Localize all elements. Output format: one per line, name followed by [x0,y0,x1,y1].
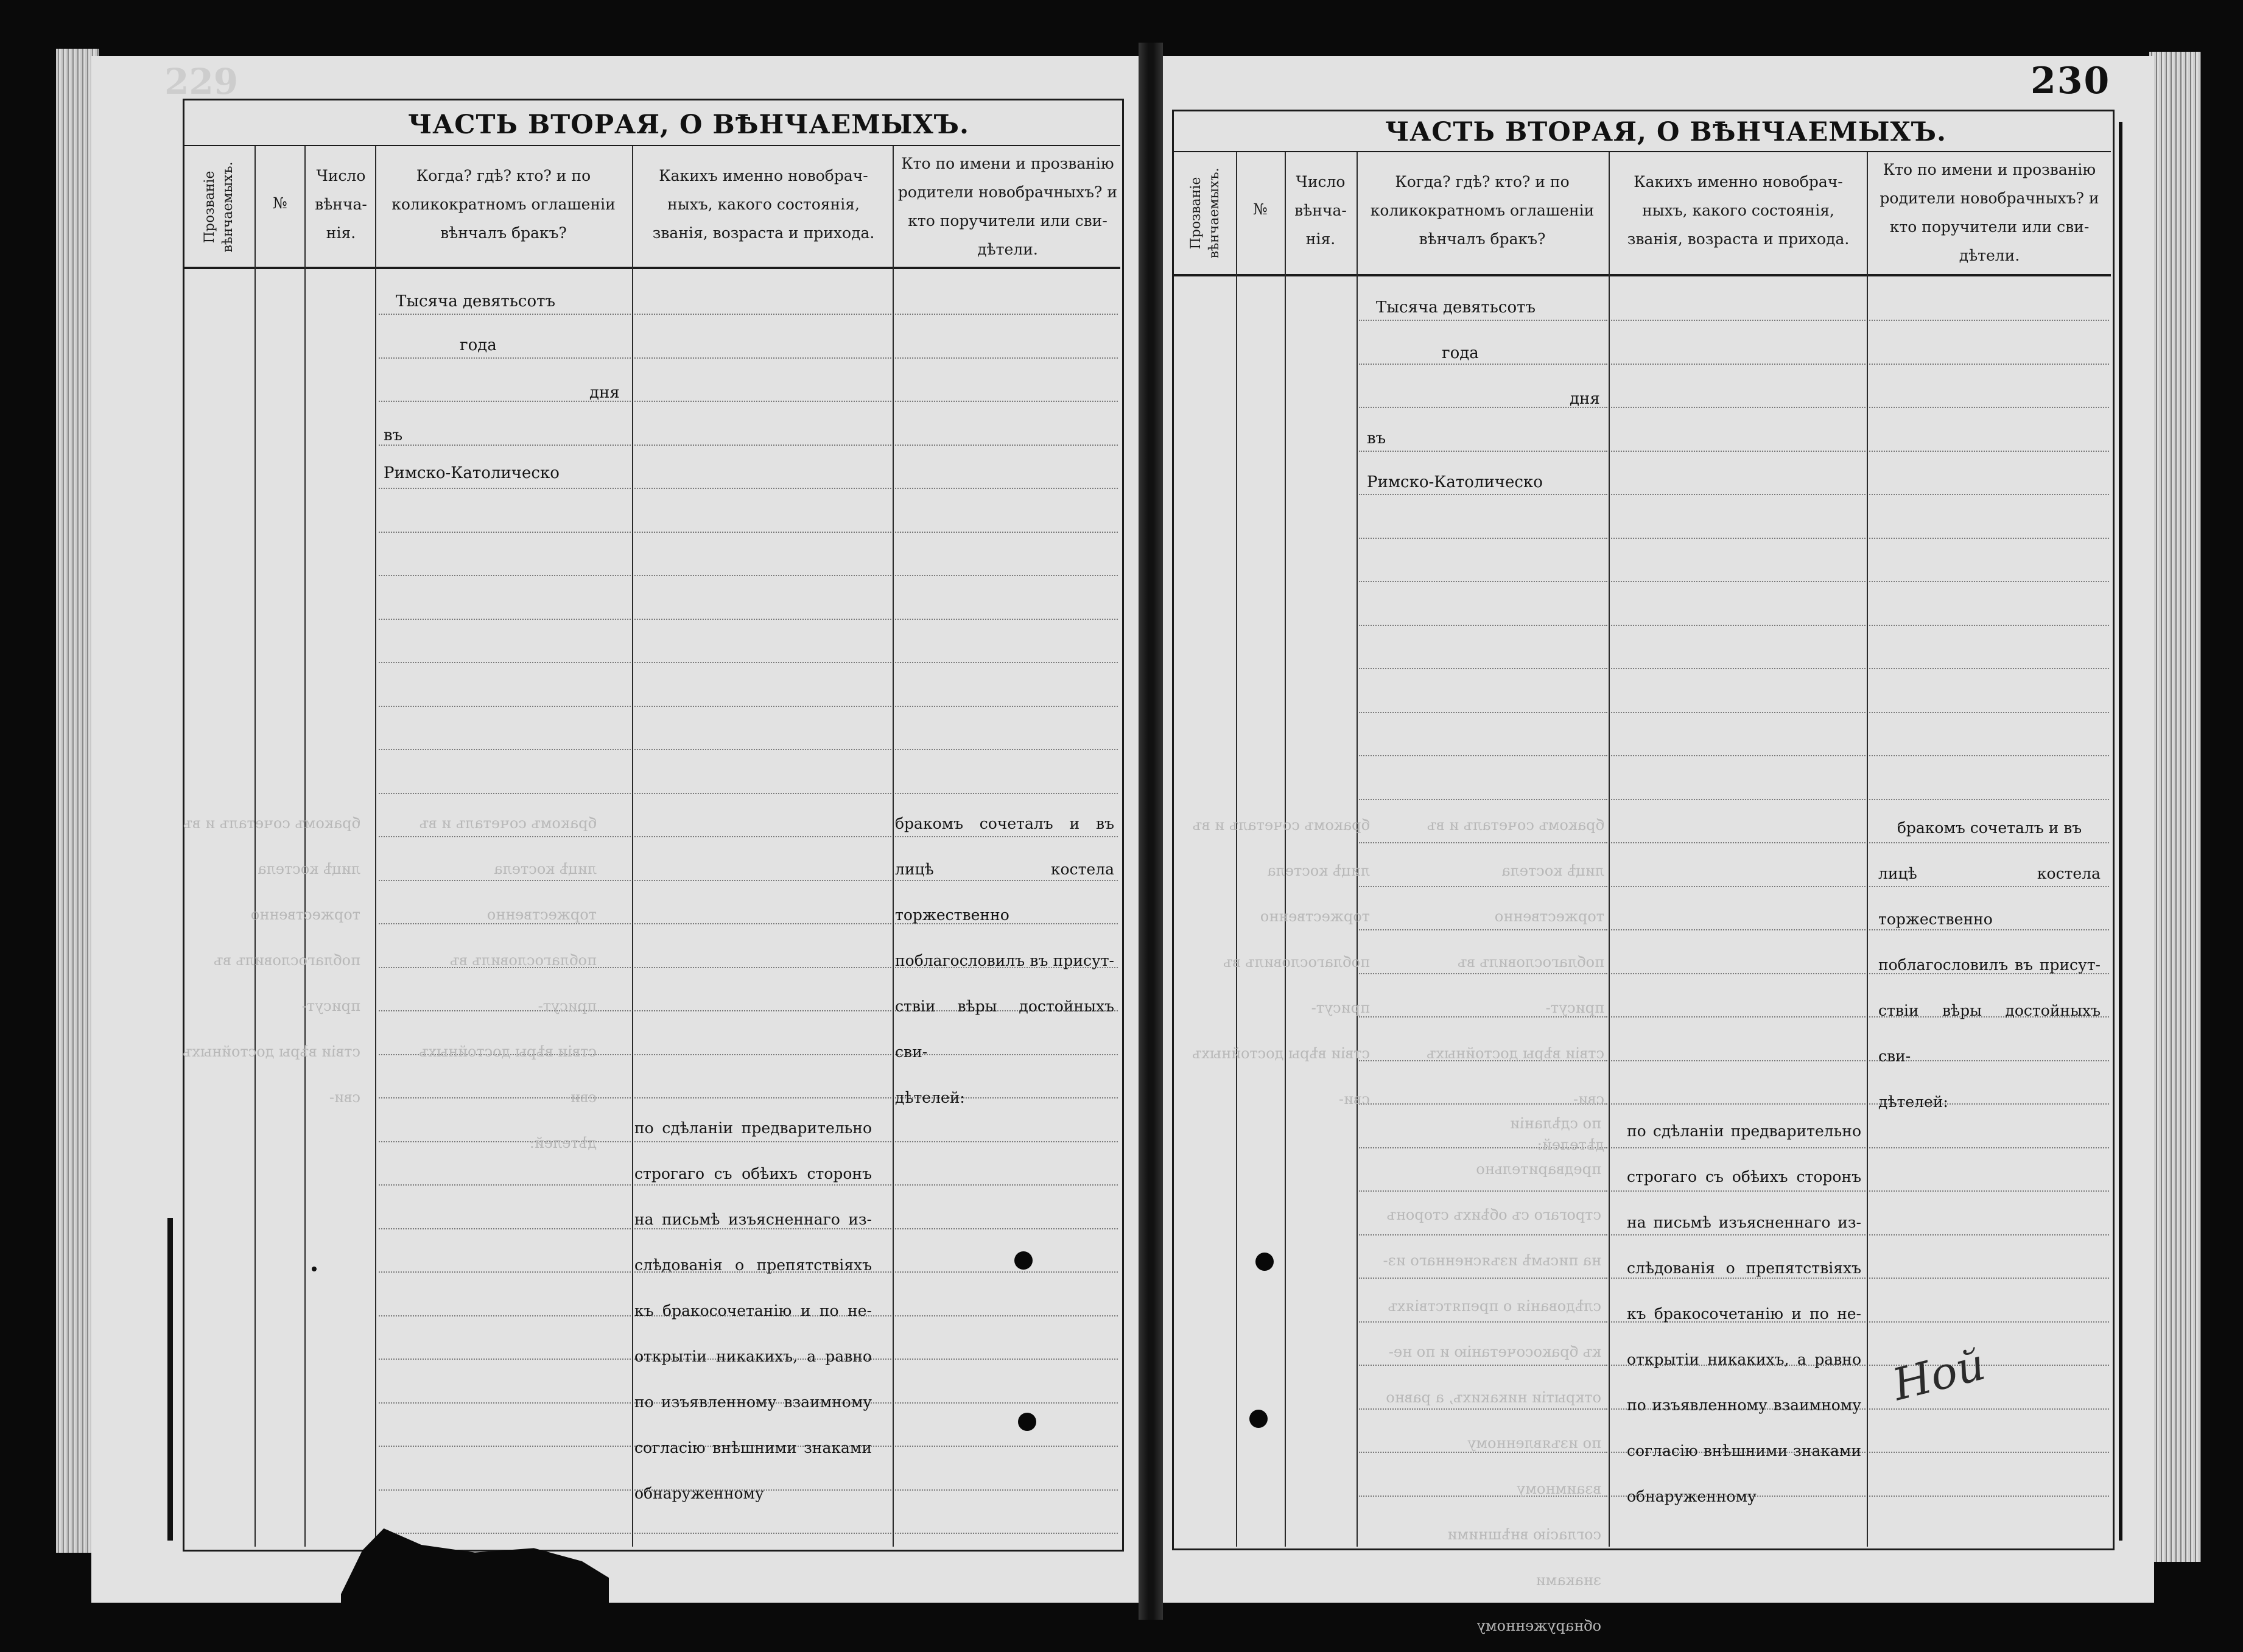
ruled-line [1869,712,2109,713]
ruled-line [634,401,891,402]
left-year-label: года [460,336,497,354]
ruled-line [634,357,891,359]
left-in-label: въ [384,426,403,445]
left-col-rule-4 [632,146,633,1547]
right-bleed-inquiry: по сдѣланіи предварительно строгаго съ обѣихъ сторонъ на письмѣ изъясненнаго из- слѣдованія о препятствіяхъ къ бракосочетанію и по не- открытіи никакихъ, а равно по изъявленному взаимному согласію внѣшними знаками обнаруженному [1383,1115,1601,1634]
left-title-rule [184,145,1120,146]
ruled-line [634,923,891,924]
right-header-when: Когда? гдѣ? кто? и по коликократномъ оглашеніи вѣнчалъ бракъ? [1370,173,1595,248]
right-header-parents: Кто по имени и прозванію родители новобрачныхъ? и кто поручители или сви- дѣтели. [1880,161,2099,264]
left-punch-hole-1 [1014,1251,1033,1270]
right-day-label: дня [1570,390,1600,408]
ruled-line [1359,755,1607,756]
ruled-line [1611,973,1866,974]
ruled-line [1359,494,1607,495]
ruled-line [634,706,891,707]
right-col-rule-5 [1867,152,1868,1547]
ruled-line [379,1359,631,1360]
left-part-title: ЧАСТЬ ВТОРАЯ, О ВѢНЧАЕМЫХЪ. [408,110,970,140]
ruled-line [895,706,1118,707]
page-number: 230 [2031,60,2111,102]
ruled-line [379,488,631,489]
ruled-line [1869,1496,2109,1497]
ruled-line [895,662,1118,663]
right-bleed-witness-2: бракомъ сочеталъ и въ лицѣ костела торжественно поблагословилъ въ присут- ствіи вѣры достойныхъ сви- дѣтелей: [1427,817,1604,1153]
ruled-line [1611,929,1866,930]
left-day-label: дня [589,384,620,402]
right-header-surname: Прозваніе вѣнчаемыхъ. [1188,167,1222,259]
ruled-line [895,532,1118,533]
ruled-line [634,575,891,576]
ruled-line [634,880,891,881]
ruled-line [895,1271,1118,1273]
right-punch-hole-2 [1249,1410,1268,1428]
ruled-line [634,1533,891,1534]
ruled-line [379,1533,631,1534]
handwritten-annotation: Ной [1887,1338,1990,1411]
ruled-line [1611,581,1866,582]
left-col-rule-5 [893,146,894,1547]
ruled-line [1869,799,2109,800]
left-header-number: № [273,194,287,212]
left-bleed-witness-2: бракомъ сочеталъ и въ лицѣ костела торжественно поблагословилъ въ присут- ствіи вѣры достойныхъ сви- [183,815,360,1106]
ruled-line [634,836,891,837]
ruled-line [379,1315,631,1316]
ruled-line [634,1010,891,1011]
ruled-line [379,662,631,663]
ruled-line [1611,1103,1866,1105]
ruled-line [895,619,1118,620]
ruled-line [379,1271,631,1273]
ruled-line [379,793,631,794]
ruled-line [1611,1016,1866,1018]
ruled-line [895,488,1118,489]
ruled-line [379,532,631,533]
ruled-line [379,314,631,315]
left-header-who: Какихъ именно новобрач- ныхъ, какого состоянія, званія, возраста и прихода. [652,167,875,242]
right-witness-paragraph: бракомъ сочеталъ и въ лицѣ костела торжественно поблагословилъ въ присут- ствіи вѣры достойныхъ сви- дѣтелей: [1878,819,2101,1111]
left-punch-hole-2 [1018,1413,1036,1431]
left-inquiry-paragraph: по сдѣланіи предварительно строгаго съ обѣихъ сторонъ на письмѣ изъясненнаго из- слѣдованія о препятствіяхъ къ бракосочетанію и по не- открытіи никакихъ, а равно по изъявленному взаимному согласію внѣшними знаками обнаруженному [634,1119,872,1502]
left-year-prefix: Тысяча девятьсотъ [396,292,556,311]
ruled-line [1611,451,1866,452]
ruled-line [379,1489,631,1491]
ruled-line [379,357,631,359]
ruled-line [1869,1234,2109,1235]
ruled-line [1611,755,1866,756]
ruled-line [1359,364,1607,365]
ruled-line [1611,799,1866,800]
ruled-line [634,749,891,750]
ruled-line [895,314,1118,315]
ruled-line [634,662,891,663]
ruled-line [1869,1190,2109,1192]
ruled-line [1611,407,1866,408]
ruled-line [1869,755,2109,756]
ruled-line [895,1184,1118,1186]
ruled-line [634,488,891,489]
ruled-line [634,445,891,446]
ruled-line [895,1359,1118,1360]
ruled-line [379,1402,631,1404]
ruled-line [1869,407,2109,408]
ruled-line [1869,625,2109,626]
ruled-line [1611,538,1866,539]
left-church-label: Римско-Католическо [384,464,560,482]
ruled-line [895,793,1118,794]
ruled-line [634,619,891,620]
right-header-number: № [1253,200,1268,218]
ruled-line [634,532,891,533]
left-header-count: Число вѣнча- нія. [315,167,367,242]
ruled-line [895,575,1118,576]
left-header-when: Когда? гдѣ? кто? и по коликократномъ оглашеніи вѣнчалъ бракъ? [391,167,616,242]
ruled-line [379,619,631,620]
right-punch-hole-1 [1255,1253,1274,1271]
ruled-line [634,314,891,315]
ruled-line [1869,494,2109,495]
book-gutter [1139,43,1163,1620]
left-thick-rule [167,1218,173,1541]
ruled-line [634,1054,891,1055]
left-header-rule [184,267,1120,269]
ruled-line [1869,1147,2109,1148]
ruled-line [379,1184,631,1186]
left-header-surname: Прозваніе вѣнчаемыхъ. [202,161,236,253]
ruled-line [379,749,631,750]
ruled-line [1359,538,1607,539]
ruled-line [1869,364,2109,365]
ruled-line [379,445,631,446]
right-header-who: Какихъ именно новобрач- ныхъ, какого состоянія, званія, возраста и прихода. [1627,173,1850,248]
ruled-line [1359,320,1607,321]
ruled-line [1611,1060,1866,1061]
right-header-count: Число вѣнча- нія. [1294,173,1347,248]
ruled-line [1611,886,1866,887]
right-thick-rule [2119,122,2122,1541]
ghost-page-number: 229 [164,61,239,102]
ruled-line [1869,538,2109,539]
ruled-line [895,1315,1118,1316]
ruled-line [1869,1321,2109,1323]
ruled-line [1359,451,1607,452]
right-inquiry-paragraph: по сдѣланіи предварительно строгаго съ обѣихъ сторонъ на письмѣ изъясненнаго из- слѣдованія о препятствіяхъ къ бракосочетанію и по не- открытіи никакихъ, а равно по изъявленному взаимному согласію внѣшними знаками обнаруженному [1627,1122,1861,1505]
ruled-line [895,1141,1118,1142]
ruled-line [895,401,1118,402]
ruled-line [1611,668,1866,669]
ruled-line [634,793,891,794]
ruled-line [1359,625,1607,626]
ruled-line [1611,842,1866,843]
right-year-prefix: Тысяча девятьсотъ [1376,298,1536,317]
ruled-line [895,1533,1118,1534]
ruled-line [895,1446,1118,1447]
ruled-line [379,706,631,707]
ruled-line [895,357,1118,359]
ruled-line [1359,581,1607,582]
ruled-line [895,1489,1118,1491]
ruled-line [1611,494,1866,495]
right-bleed-witness-1: бракомъ сочеталъ и въ лицѣ костела торжественно поблагословилъ въ присут- ствіи вѣры достойныхъ сви- [1192,817,1370,1108]
ruled-line [1611,320,1866,321]
right-page-edges [2149,52,2201,1562]
right-in-label: въ [1367,429,1386,448]
ruled-line [1869,668,2109,669]
ruled-line [1869,1452,2109,1453]
ruled-line [895,749,1118,750]
left-ink-dot [312,1267,317,1271]
ruled-line [634,967,891,968]
left-bleed-witness: бракомъ сочеталъ и въ лицѣ костела торжественно поблагословилъ въ присут- ствіи вѣры достойныхъ сви- дѣтелей: [419,815,597,1151]
ruled-line [1359,712,1607,713]
ruled-line [1359,799,1607,800]
ruled-line [379,575,631,576]
right-col-rule-4 [1609,152,1610,1547]
ruled-line [1869,1278,2109,1279]
ruled-line [634,1097,891,1098]
left-col-rule-3 [375,146,376,1547]
ruled-line [895,445,1118,446]
ruled-line [895,1402,1118,1404]
right-year-label: года [1442,344,1479,362]
ruled-line [1869,320,2109,321]
ruled-line [1611,712,1866,713]
ruled-line [1869,451,2109,452]
ruled-line [895,1228,1118,1229]
ruled-line [1611,625,1866,626]
ruled-line [379,1228,631,1229]
ruled-line [1359,668,1607,669]
right-church-label: Римско-Католическо [1367,473,1543,491]
ruled-line [1869,581,2109,582]
ruled-line [1611,364,1866,365]
right-part-title: ЧАСТЬ ВТОРАЯ, О ВѢНЧАЕМЫХЪ. [1385,117,1947,147]
right-title-rule [1174,151,2111,152]
left-witness-paragraph: бракомъ сочеталъ и въ лицѣ костела торжественно поблагословилъ въ присут- ствіи вѣры достойныхъ сви- дѣтелей: [895,815,1114,1106]
left-header-parents: Кто по имени и прозванію родители новобрачныхъ? и кто поручители или сви- дѣтели. [897,155,1118,258]
ruled-line [379,1446,631,1447]
right-header-rule [1174,274,2111,276]
